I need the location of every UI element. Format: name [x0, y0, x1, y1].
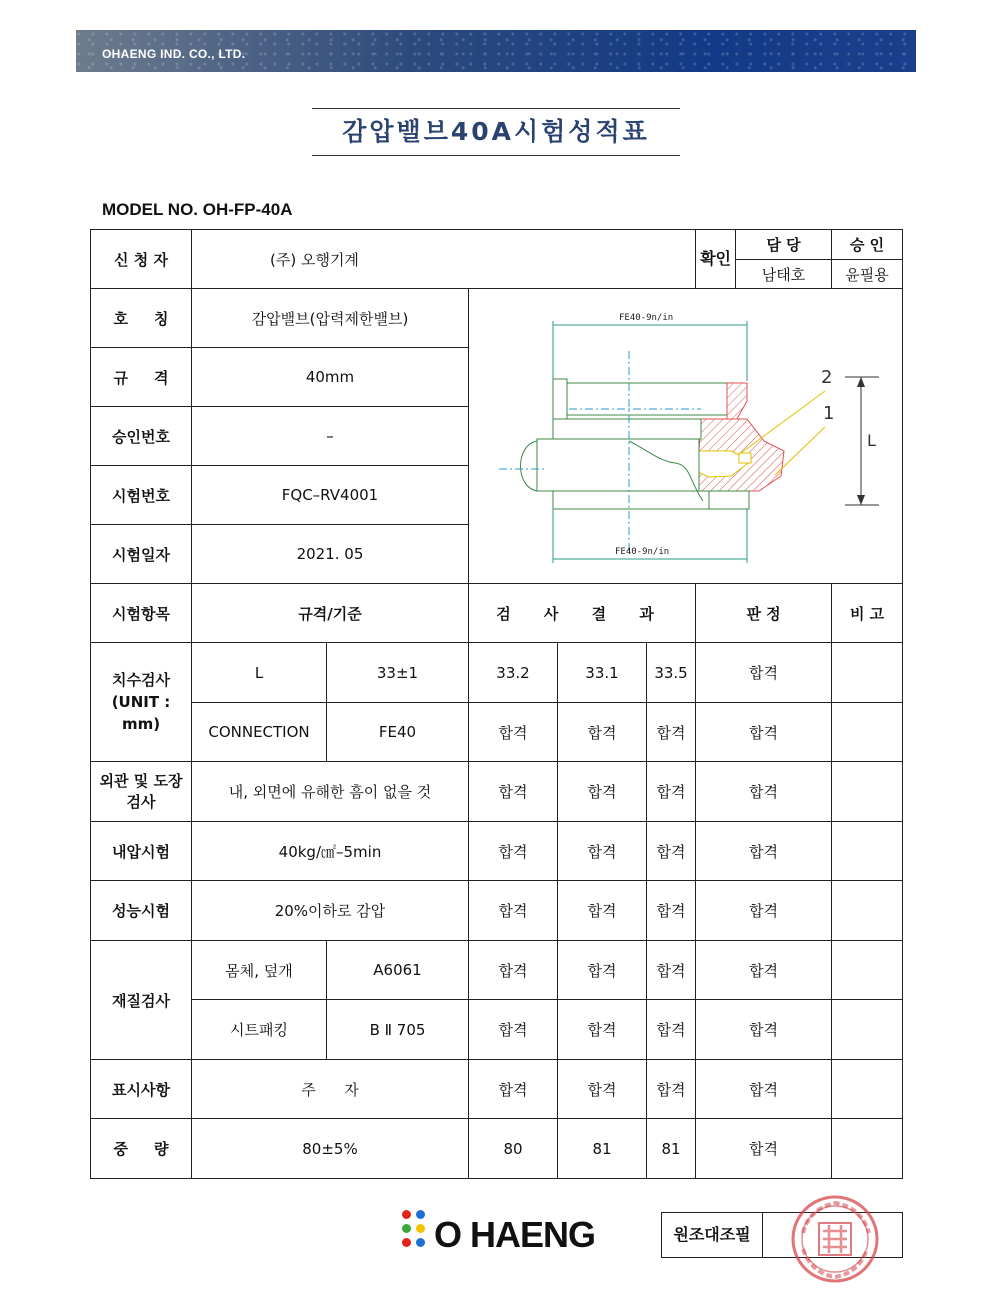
info-label: 시험일자: [91, 525, 192, 584]
callout-2: 2: [821, 367, 833, 388]
weight-row: [91, 1119, 903, 1179]
info-value: 40mm: [192, 348, 469, 407]
info-value: FQC–RV4001: [192, 466, 469, 525]
result-1: 합격: [469, 1000, 558, 1060]
title-box: [312, 108, 680, 156]
dimension-check-label: 치수검사 (UNIT : mm): [91, 643, 192, 762]
info-value: –: [192, 407, 469, 466]
result-1: 합격: [469, 941, 558, 1000]
result-3: 합격: [647, 1060, 696, 1119]
info-label: 규 격: [91, 348, 192, 407]
result-2: 합격: [558, 1060, 647, 1119]
result-1: 합격: [469, 881, 558, 941]
confirm-label: 확인: [696, 230, 736, 289]
results-header-row: [91, 584, 903, 643]
dimension-row-connection: [91, 703, 903, 762]
col-note: 비 고: [832, 584, 903, 643]
note: [832, 762, 903, 822]
role-staff: 담 당: [736, 230, 832, 260]
logo-dot: [402, 1210, 411, 1219]
info-row: [91, 289, 903, 348]
dimension-spec: 33±1: [327, 643, 469, 703]
header-banner: [76, 30, 916, 72]
result-3: 합격: [647, 762, 696, 822]
result-2: 합격: [558, 881, 647, 941]
weight-spec: 80±5%: [192, 1119, 469, 1179]
result-1: 합격: [469, 822, 558, 881]
logo-dot: [416, 1224, 425, 1233]
judgement: 합격: [696, 1000, 832, 1060]
material-row-packing: [91, 1000, 903, 1060]
logo-dots-icon: [398, 1208, 430, 1252]
marking-label: 표시사항: [91, 1060, 192, 1119]
material-name: 시트패킹: [192, 1000, 327, 1060]
material-label: 재질검사: [91, 941, 192, 1060]
result-1: 33.2: [469, 643, 558, 703]
performance-label: 성능시험: [91, 881, 192, 941]
document-title: 감압밸브40A시험성적표: [342, 117, 650, 146]
info-value: 감압밸브(압력제한밸브): [192, 289, 469, 348]
model-number: MODEL NO. OH-FP-40A: [102, 200, 293, 219]
valve-cross-section-drawing: [469, 291, 903, 581]
note: [832, 703, 903, 762]
result-2: 81: [558, 1119, 647, 1179]
result-2: 합격: [558, 703, 647, 762]
result-3: 합격: [647, 822, 696, 881]
applicant-label: 신 청 자: [91, 230, 192, 289]
logo-dot: [416, 1238, 425, 1247]
dimension-name: CONNECTION: [192, 703, 327, 762]
pressure-spec: 40kg/㎠–5min: [192, 822, 469, 881]
note: [832, 822, 903, 881]
dim-L-label: L: [867, 431, 876, 450]
weight-label: 중 량: [91, 1119, 192, 1179]
judgement: 합격: [696, 643, 832, 703]
appearance-label: 외관 및 도장 검사: [91, 762, 192, 822]
dimension-name: L: [192, 643, 327, 703]
judgement: 합격: [696, 822, 832, 881]
result-3: 합격: [647, 941, 696, 1000]
applicant-row: [91, 230, 903, 260]
result-1: 합격: [469, 1060, 558, 1119]
judgement: 합격: [696, 941, 832, 1000]
valve-drawing-cell: [469, 289, 903, 584]
note: [832, 941, 903, 1000]
material-name: 몸체, 덮개: [192, 941, 327, 1000]
material-spec: A6061: [327, 941, 469, 1000]
logo-text: O HAENG: [434, 1214, 596, 1255]
judgement: 합격: [696, 1060, 832, 1119]
company-seal-stamp: [789, 1193, 881, 1285]
result-2: 합격: [558, 1000, 647, 1060]
col-spec: 규격/기준: [192, 584, 469, 643]
result-2: 합격: [558, 762, 647, 822]
note: [832, 1000, 903, 1060]
info-label: 호 칭: [91, 289, 192, 348]
dimension-row-L: [91, 643, 903, 703]
result-3: 81: [647, 1119, 696, 1179]
info-label: 시험번호: [91, 466, 192, 525]
performance-row: [91, 881, 903, 941]
result-1: 80: [469, 1119, 558, 1179]
result-2: 합격: [558, 822, 647, 881]
result-3: 33.5: [647, 643, 696, 703]
appearance-row: [91, 762, 903, 822]
material-row-body: [91, 941, 903, 1000]
col-item: 시험항목: [91, 584, 192, 643]
logo-dot: [402, 1238, 411, 1247]
result-2: 33.1: [558, 643, 647, 703]
result-3: 합격: [647, 881, 696, 941]
pressure-label: 내압시험: [91, 822, 192, 881]
test-report-table: [90, 229, 903, 1179]
judgement: 합격: [696, 703, 832, 762]
info-label: 승인번호: [91, 407, 192, 466]
result-1: 합격: [469, 762, 558, 822]
company-name: OHAENG IND. CO., LTD.: [102, 47, 246, 61]
note: [832, 643, 903, 703]
marking-row: [91, 1060, 903, 1119]
note: [832, 1060, 903, 1119]
approver-name: 윤필용: [832, 260, 903, 289]
result-3: 합격: [647, 1000, 696, 1060]
role-approve: 승 인: [832, 230, 903, 260]
pressure-row: [91, 822, 903, 881]
staff-name: 남태호: [736, 260, 832, 289]
performance-spec: 20%이하로 감압: [192, 881, 469, 941]
result-3: 합격: [647, 703, 696, 762]
logo-dot: [402, 1224, 411, 1233]
result-1: 합격: [469, 703, 558, 762]
info-value: 2021. 05: [192, 525, 469, 584]
logo-dot: [416, 1210, 425, 1219]
original-verified-label: 원조대조필: [662, 1213, 763, 1257]
note: [832, 881, 903, 941]
material-spec: B Ⅱ 705: [327, 1000, 469, 1060]
judgement: 합격: [696, 881, 832, 941]
dim-top-label: FE40-9n/in: [619, 313, 674, 323]
appearance-spec: 내, 외면에 유해한 흠이 없을 것: [192, 762, 469, 822]
judgement: 합격: [696, 762, 832, 822]
dimension-spec: FE40: [327, 703, 469, 762]
result-2: 합격: [558, 941, 647, 1000]
col-judge: 판 정: [696, 584, 832, 643]
col-result: 검 사 결 과: [469, 584, 696, 643]
applicant-value: (주) 오행기계: [192, 230, 696, 289]
marking-spec: 주 자: [192, 1060, 469, 1119]
note: [832, 1119, 903, 1179]
dim-bottom-label: FE40-9n/in: [615, 547, 670, 557]
judgement: 합격: [696, 1119, 832, 1179]
callout-1: 1: [823, 403, 835, 424]
